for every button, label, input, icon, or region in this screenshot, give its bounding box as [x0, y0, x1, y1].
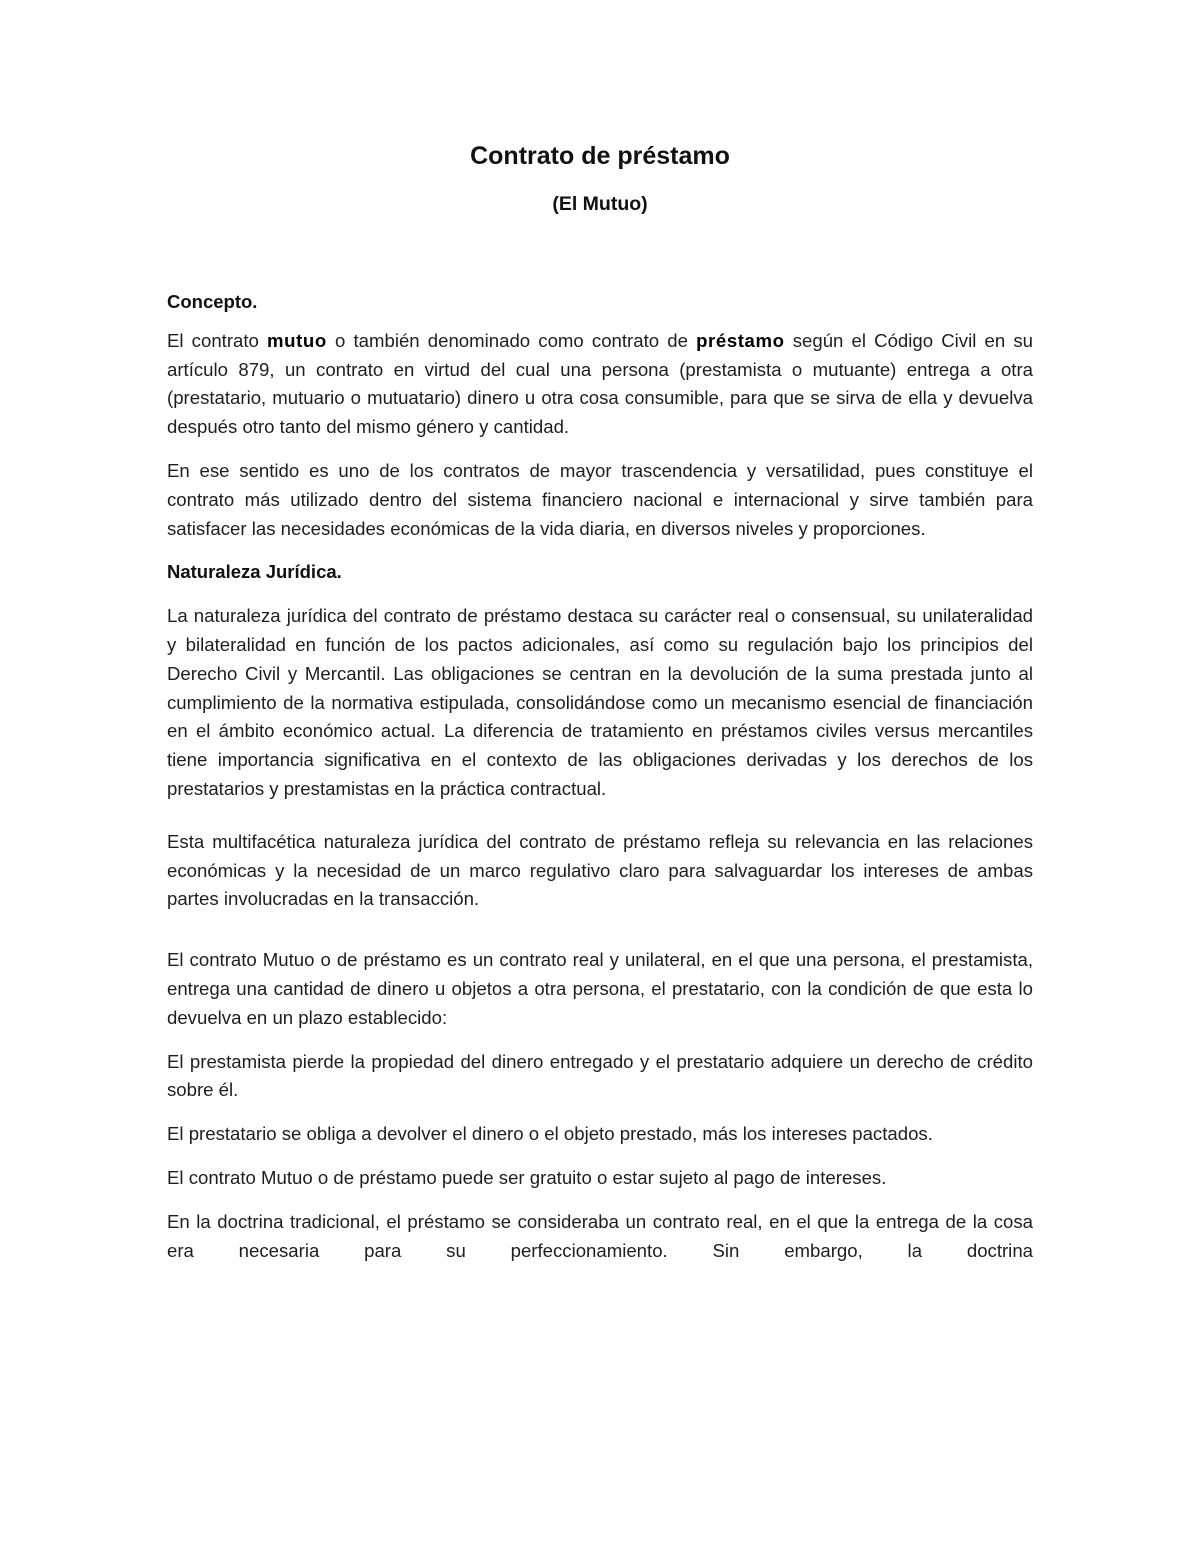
document-title: Contrato de préstamo — [470, 142, 730, 170]
section-heading-naturaleza: Naturaleza Jurídica. — [167, 561, 342, 583]
keyword-mutuo: mutuo — [267, 329, 327, 351]
document-subtitle: (El Mutuo) — [552, 193, 648, 215]
text-run: o también denominado como contrato de — [326, 329, 697, 351]
naturaleza-paragraph-2: Esta multifacética naturaleza jurídica del contrato de préstamo refleja su relevancia en las relaciones económicas y la necesidad de un marco regulativo claro para salvaguardar los intereses de ambas partes involucradas en la transacción. — [167, 830, 1033, 910]
keyword-prestamo: préstamo — [696, 329, 785, 351]
naturaleza-paragraph-5: El prestatario se obliga a devolver el dinero o el objeto prestado, más los intereses pactados. — [167, 1123, 933, 1145]
section-heading-concepto: Concepto. — [167, 291, 258, 312]
text-run: según el Código Civil en su artículo 879, un contrato en virtud del cual una persona (prestamista o mutuante) entrega a otra (prestatario, mutuario o mutuatario) dinero u otra cosa consumible, para que se sirva de ella y devuelva después otro tanto del mismo género y cantidad. — [167, 329, 1033, 438]
naturaleza-paragraph-3: El contrato Mutuo o de préstamo es un contrato real y unilateral, en el que una persona, el prestamista, entrega una cantidad de dinero u objetos a otra persona, el prestatario, con la condición de que esta lo devuelva en un plazo establecido: — [167, 949, 1033, 1028]
naturaleza-paragraph-1: La naturaleza jurídica del contrato de préstamo destaca su carácter real o consensual, su unilateralidad y bilateralidad en función de los pactos adicionales, así como su regulación bajo los principios del Derecho Civil y Mercantil. Las obligaciones se centran en la devolución de la suma prestada junto al cumplimiento de la normativa estipulada, consolidándose como un mecanismo esencial de financiación en el ámbito económico actual. La diferencia de tratamiento en préstamos civiles versus mercantiles tiene importancia significativa en el contexto de las obligaciones derivadas y los derechos de los prestatarios y prestamistas en la práctica contractual. — [167, 605, 1033, 799]
document-body — [167, 138, 1033, 1265]
concepto-paragraph-2: En ese sentido es uno de los contratos de mayor trascendencia y versatilidad, pues constituye el contrato más utilizado dentro del sistema financiero nacional e internacional y sirve también para satisfacer las necesidades económicas de la vida diaria, en diversos niveles y proporciones. — [167, 459, 1033, 539]
naturaleza-paragraph-7: En la doctrina tradicional, el préstamo se consideraba un contrato real, en el que la entrega de la cosa era necesaria para su perfeccionamiento. Sin embargo, la doctrina — [167, 1210, 1033, 1261]
text-run: El contrato — [167, 329, 268, 351]
naturaleza-paragraph-6: El contrato Mutuo o de préstamo puede ser gratuito o estar sujeto al pago de intereses. — [167, 1166, 887, 1188]
concepto-paragraph-1 — [167, 327, 1033, 442]
naturaleza-paragraph-4: El prestamista pierde la propiedad del dinero entregado y el prestatario adquiere un derecho de crédito sobre él. — [167, 1050, 1033, 1101]
